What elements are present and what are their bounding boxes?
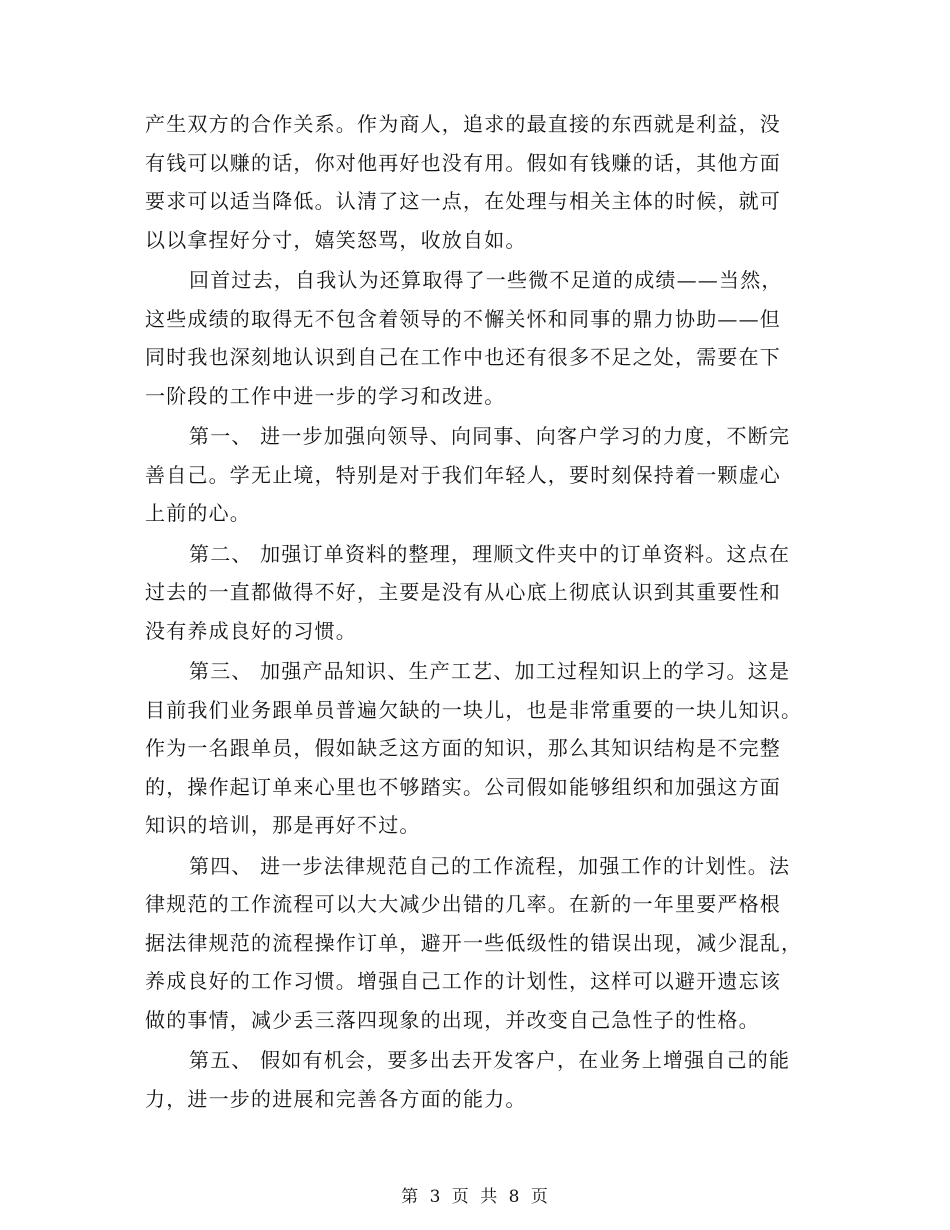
text-line: 做的事情，减少丢三落四现象的出现，并改变自己急性子的性格。 <box>145 1007 760 1032</box>
text-line: 一阶段的工作中进一步的学习和改进。 <box>145 383 506 408</box>
text-line: 善自己。学无止境，特别是对于我们年轻人，要时刻保持着一颗虚心 <box>145 462 781 487</box>
text-line: 作为一名跟单员，假如缺乏这方面的知识，那么其知识结构是不完整 <box>145 736 781 760</box>
text-line: 以以拿捏好分寸，嬉笑怒骂，收放自如。 <box>145 227 527 252</box>
paragraph-2 <box>145 261 810 415</box>
text-line: 目前我们业务跟单员普遍欠缺的一块儿，也是非常重要的一块儿知识。 <box>145 697 803 722</box>
text-line: 第五、 假如有机会，要多出去开发客户，在业务上增强自己的能 <box>189 1048 791 1072</box>
text-line: 第二、 加强订单资料的整理，理顺文件夹中的订单资料。这点在 <box>189 541 791 566</box>
paragraph-3 <box>145 417 810 533</box>
text-line: 第一、 进一步加强向领导、向同事、向客户学习的力度，不断完 <box>189 424 791 448</box>
text-line: 没有养成良好的习惯。 <box>145 618 357 643</box>
text-line: 有钱可以赚的话，你对他再好也没有用。假如有钱赚的话，其他方面 <box>145 150 781 175</box>
text-line: 的，操作起订单来心里也不够踏实。公司假如能够组织和加强这方面 <box>145 774 781 799</box>
document-body <box>145 105 810 1120</box>
text-line: 过去的一直都做得不好，主要是没有从心底上彻底认识到其重要性和 <box>145 580 781 604</box>
text-line: 同时我也深刻地认识到自己在工作中也还有很多不足之处，需要在下 <box>145 345 781 369</box>
paragraph-6 <box>145 847 810 1040</box>
text-line: 回首过去，自我认为还算取得了一些微不足道的成绩——当然， <box>189 268 783 292</box>
text-line: 第三、 加强产品知识、生产工艺、加工过程知识上的学习。这是 <box>189 659 791 683</box>
page-footer: 第 3 页 共 8 页 <box>401 1187 549 1207</box>
paragraph-5 <box>145 652 810 845</box>
text-line: 产生双方的合作关系。作为商人，追求的最直接的东西就是利益，没 <box>145 112 781 136</box>
paragraph-7 <box>145 1041 810 1118</box>
paragraph-1 <box>145 105 810 259</box>
text-line: 力，进一步的进展和完善各方面的能力。 <box>145 1086 527 1111</box>
text-line: 律规范的工作流程可以大大减少出错的几率。在新的一年里要严格根 <box>145 892 781 916</box>
text-line: 第四、 进一步法律规范自己的工作流程，加强工作的计划性。法 <box>189 853 791 878</box>
text-line: 这些成绩的取得无不包含着领导的不懈关怀和同事的鼎力协助——但 <box>145 306 781 331</box>
text-line: 知识的培训，那是再好不过。 <box>145 813 421 837</box>
text-line: 上前的心。 <box>145 501 251 525</box>
text-line: 要求可以适当降低。认清了这一点，在处理与相关主体的时候，就可 <box>145 189 781 213</box>
text-line: 养成良好的工作习惯。增强自己工作的计划性，这样可以避开遗忘该 <box>145 969 781 993</box>
paragraph-4 <box>145 535 810 651</box>
text-line: 据法律规范的流程操作订单，避开一些低级性的错误出现，减少混乱， <box>145 930 803 955</box>
